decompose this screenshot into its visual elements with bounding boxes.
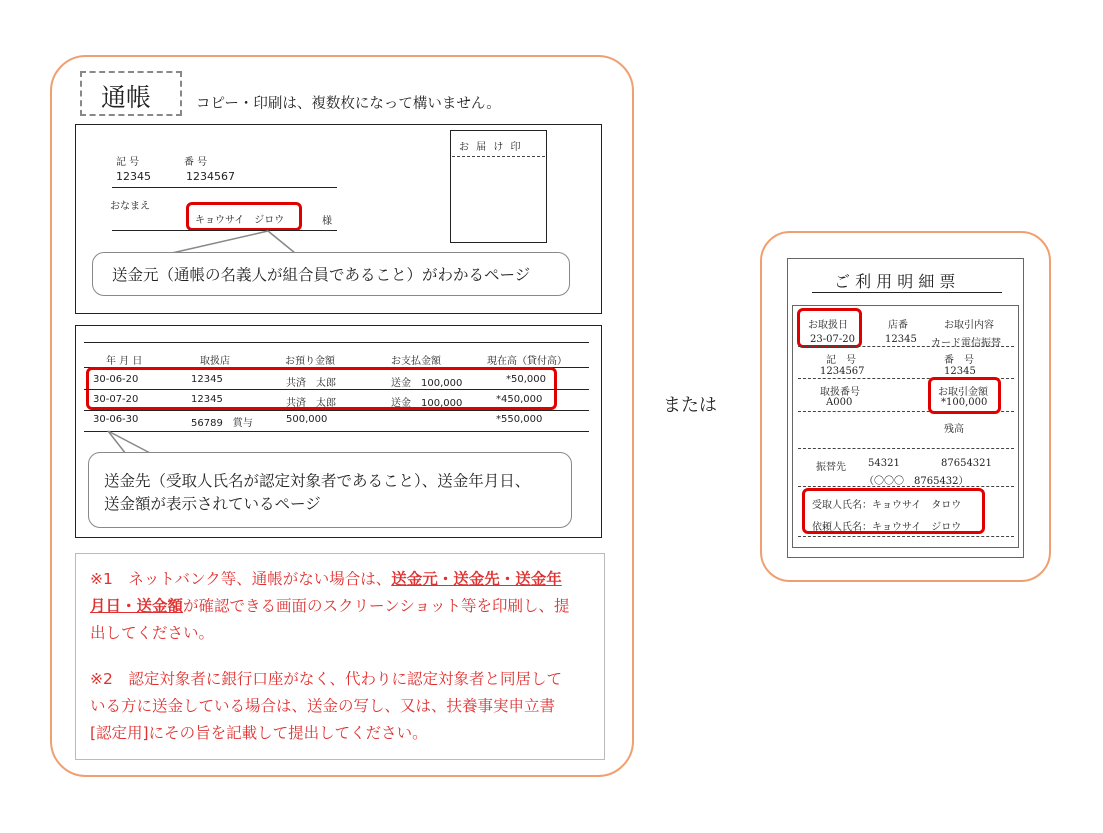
header-branch: 取扱店 (200, 356, 230, 367)
bangou-label: 番 号 (184, 157, 208, 168)
stmt-divider-1 (798, 346, 1014, 347)
row2-date: 30-07-20 (93, 394, 139, 405)
stmt-balance-label: 残高 (944, 424, 964, 435)
note-1 (90, 566, 570, 647)
row3-balance: *550,000 (496, 414, 543, 425)
row1-deposit: 共済 太郎 (286, 378, 336, 389)
statement-title: ご 利 用 明 細 票 (834, 272, 956, 291)
bottom-callout-line1: 送金先（受取人氏名が認定対象者であること）、送金年月日、 (104, 472, 531, 490)
stmt-transfer-v3: （〇〇〇 8765432） (864, 476, 969, 487)
stmt-bangou-label: 番 号 (944, 355, 974, 366)
row3-deposit: 500,000 (286, 414, 328, 425)
statement-title-underline (812, 292, 1002, 293)
stmt-divider-3 (798, 411, 1014, 412)
name-value: キョウサイ ジロウ (195, 215, 285, 226)
stmt-txn-value: A000 (826, 397, 853, 408)
header-deposit: お預り金額 (285, 356, 335, 367)
kigou-label: 記 号 (116, 157, 140, 168)
notes-box (75, 553, 605, 760)
stmt-content-label: お取引内容 (944, 320, 994, 331)
stmt-bangou-value: 12345 (944, 366, 976, 377)
stmt-transfer-label: 振替先 (816, 462, 846, 473)
bangou-value: 1234567 (186, 170, 235, 183)
header-payment: お支払金額 (391, 356, 441, 367)
note-2: ※2 認定対象者に銀行口座がなく、代わりに認定対象者と同居している方に送金している場合は、送金の写し、又は、扶養事実申立書[認定用]にその旨を記載して提出してください。 (90, 670, 563, 742)
header-balance: 現在高（貸付高） (487, 356, 567, 367)
stmt-amount-label: お取引金額 (938, 387, 988, 398)
stmt-content-value: カード電信振替 (931, 338, 1001, 349)
stmt-divider-4 (798, 448, 1014, 449)
row2-payment: 送金 100,000 (391, 398, 463, 409)
note-1-emphasis: 送金元・送金先・送金年月日・送金額 (90, 570, 562, 615)
header-date: 年 月 日 (106, 356, 143, 367)
row1-branch: 12345 (191, 374, 223, 385)
note-1-suffix: が確認できる画面のスクリーンショット等を印刷し、提出してください。 (90, 597, 570, 642)
row1-balance: *50,000 (506, 374, 546, 385)
stmt-store-value: 12345 (885, 334, 917, 345)
stmt-kigou-value: 1234567 (820, 366, 865, 377)
kigou-value: 12345 (116, 170, 151, 183)
stmt-transfer-v2: 87654321 (941, 458, 992, 469)
copy-note: コピー・印刷は、複数枚になって構いません。 (196, 96, 501, 112)
note-1-prefix: ※1 ネットバンク等、通帳がない場合は、 (90, 570, 392, 588)
stmt-transfer-v1: 54321 (868, 458, 900, 469)
row2-branch: 12345 (191, 394, 223, 405)
or-text: または (663, 395, 717, 416)
stmt-requester: 依頼人氏名：キョウサイ ジロウ (812, 522, 962, 533)
row2-balance: *450,000 (496, 394, 543, 405)
stmt-receiver: 受取人氏名：キョウサイ タロウ (812, 500, 962, 511)
stmt-date-label: お取扱日 (808, 320, 848, 331)
seal-label: お 届 け 印 (459, 142, 523, 153)
top-callout-text: 送金元（通帳の名義人が組合員であること）がわかるページ (112, 266, 531, 284)
bottom-callout-line2: 送金額が表示されているページ (104, 495, 321, 513)
row3-branch: 56789 賞与 (191, 418, 253, 429)
row1-date: 30-06-20 (93, 374, 139, 385)
name-label: おなまえ (110, 201, 150, 212)
honorific: 様 (322, 216, 332, 227)
stmt-amount-value: *100,000 (941, 397, 988, 408)
stmt-date-value: 23-07-20 (810, 334, 855, 345)
stmt-kigou-label: 記 号 (826, 355, 856, 366)
row3-date: 30-06-30 (93, 414, 139, 425)
stmt-store-label: 店番 (888, 320, 908, 331)
stmt-divider-5 (798, 486, 1014, 487)
row1-payment: 送金 100,000 (391, 378, 463, 389)
stmt-divider-6 (798, 536, 1014, 537)
stmt-txn-label: 取扱番号 (820, 387, 860, 398)
row2-deposit: 共済 太郎 (286, 398, 336, 409)
passbook-title: 通帳 (101, 83, 152, 112)
